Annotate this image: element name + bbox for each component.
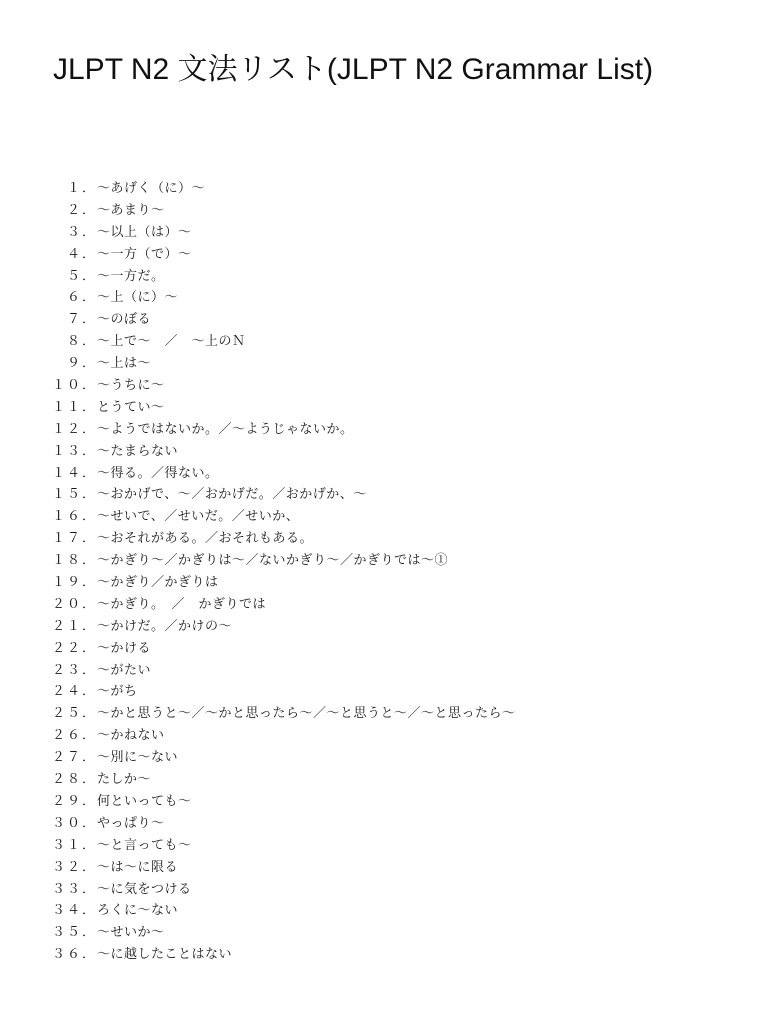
grammar-list-item — [52, 703, 516, 725]
grammar-pattern-text: ～上は～ — [97, 356, 152, 372]
grammar-pattern-text: ～かけだ。／かけの～ — [97, 618, 233, 634]
grammar-pattern-text: ～せいで、／せいだ。／せいか、 — [97, 509, 300, 525]
item-number: ３５． — [52, 925, 98, 941]
grammar-pattern-text: ～は～に限る — [97, 859, 179, 875]
grammar-pattern-text: ～かと思うと～／～かと思ったら～／～と思うと～／～と思ったら～ — [97, 706, 516, 722]
grammar-pattern-text: ～上（に）～ — [97, 290, 179, 306]
grammar-pattern-text: ～かける — [97, 640, 152, 656]
grammar-list-item — [52, 550, 516, 572]
item-number: ３１． — [52, 837, 98, 853]
grammar-list-item — [52, 725, 516, 747]
grammar-pattern-text: ～に気をつける — [97, 881, 192, 897]
item-number: ２９． — [52, 793, 98, 809]
grammar-list-item — [52, 331, 516, 353]
item-number: ３０． — [52, 815, 98, 831]
grammar-pattern-text: ～せいか～ — [97, 925, 165, 941]
grammar-list-item — [52, 506, 516, 528]
item-number: ６． — [66, 290, 97, 306]
grammar-list-item — [52, 484, 516, 506]
grammar-pattern-text: ～一方（で）～ — [97, 246, 192, 262]
grammar-list-item — [52, 419, 516, 441]
grammar-pattern-text: 何といっても～ — [97, 793, 192, 809]
grammar-list-item — [52, 266, 516, 288]
grammar-list-item — [52, 441, 516, 463]
item-number: １６． — [52, 509, 98, 525]
item-number: １０． — [52, 378, 98, 394]
grammar-list — [52, 178, 516, 966]
grammar-list-item — [52, 594, 516, 616]
item-number: １２． — [52, 421, 98, 437]
item-number: ８． — [66, 334, 97, 350]
grammar-list-item — [52, 747, 516, 769]
grammar-list-item — [52, 879, 516, 901]
item-number: ４． — [66, 246, 97, 262]
item-number: ２５． — [52, 706, 98, 722]
grammar-pattern-text: ～ようではないか。／～ようじゃないか。 — [97, 421, 354, 437]
item-number: ２２． — [52, 640, 98, 656]
grammar-pattern-text: ～おそれがある。／おそれもある。 — [97, 531, 314, 547]
grammar-pattern-text: ～かぎり。 ／ かぎりでは — [97, 596, 267, 612]
item-number: ２． — [66, 202, 97, 218]
grammar-list-item — [52, 200, 516, 222]
grammar-pattern-text: ～かねない — [97, 728, 165, 744]
item-number: ２１． — [52, 618, 98, 634]
item-number: ２３． — [52, 662, 98, 678]
grammar-list-item — [52, 353, 516, 375]
grammar-pattern-text: ～と言っても～ — [97, 837, 192, 853]
item-number: ２７． — [52, 750, 98, 766]
item-number: １． — [66, 181, 97, 196]
item-number: ３４． — [52, 903, 98, 919]
grammar-list-item — [52, 791, 516, 813]
item-number: ３６． — [52, 947, 98, 963]
item-number: ３３． — [52, 881, 98, 897]
grammar-list-item — [52, 222, 516, 244]
grammar-list-item — [52, 813, 516, 835]
item-number: ３２． — [52, 859, 98, 875]
grammar-pattern-text: ～あまり～ — [97, 202, 165, 218]
grammar-list-item — [52, 287, 516, 309]
grammar-pattern-text: ～得る。／得ない。 — [97, 465, 219, 481]
item-number: １８． — [52, 553, 98, 569]
item-number: ３． — [66, 224, 97, 240]
item-number: ７． — [66, 312, 97, 328]
item-number: １４． — [52, 465, 98, 481]
grammar-pattern-text: やっぱり～ — [97, 815, 165, 831]
grammar-list-item — [52, 944, 516, 966]
grammar-pattern-text: ～に越したことはない — [97, 947, 233, 963]
grammar-list-item — [52, 463, 516, 485]
grammar-pattern-text: ～別に～ない — [97, 750, 179, 766]
page-title: JLPT N2 文法リスト(JLPT N2 Grammar List) — [53, 53, 654, 86]
grammar-list-item — [52, 769, 516, 791]
item-number: １１． — [52, 399, 98, 415]
grammar-list-item — [52, 178, 516, 200]
item-number: １５． — [52, 487, 98, 503]
grammar-pattern-text: たしか～ — [97, 772, 152, 788]
grammar-pattern-text: ～かぎり／かぎりは — [97, 575, 219, 591]
grammar-pattern-text: ～たまらない — [97, 443, 179, 459]
grammar-list-item — [52, 616, 516, 638]
grammar-list-item — [52, 572, 516, 594]
item-number: １３． — [52, 443, 98, 459]
grammar-pattern-text: ～うちに～ — [97, 378, 165, 394]
grammar-list-item — [52, 528, 516, 550]
grammar-list-item — [52, 244, 516, 266]
grammar-list-item — [52, 857, 516, 879]
grammar-pattern-text: ～のぼる — [97, 312, 152, 328]
grammar-list-item — [52, 375, 516, 397]
grammar-list-item — [52, 835, 516, 857]
grammar-list-item — [52, 681, 516, 703]
grammar-list-item — [52, 309, 516, 331]
item-number: ２０． — [52, 596, 98, 612]
grammar-pattern-text: とうてい～ — [97, 399, 165, 415]
item-number: １９． — [52, 575, 98, 591]
item-number: ２４． — [52, 684, 98, 700]
grammar-pattern-text: ～かぎり～／かぎりは～／ないかぎり～／かぎりでは～① — [97, 553, 449, 569]
grammar-list-item — [52, 397, 516, 419]
grammar-pattern-text: ～上で～ ／ ～上のＮ — [97, 334, 246, 350]
grammar-list-item — [52, 660, 516, 682]
grammar-pattern-text: ～がたい — [97, 662, 152, 678]
item-number: ９． — [66, 356, 97, 372]
grammar-list-item — [52, 900, 516, 922]
item-number: ２８． — [52, 772, 98, 788]
grammar-pattern-text: ～以上（は）～ — [97, 224, 192, 240]
item-number: ２６． — [52, 728, 98, 744]
grammar-list-item — [52, 922, 516, 944]
grammar-pattern-text: ～おかげで、～／おかげだ。／おかげか、～ — [97, 487, 367, 503]
item-number: １７． — [52, 531, 98, 547]
grammar-list-item — [52, 638, 516, 660]
grammar-pattern-text: ～一方だ。 — [97, 268, 165, 284]
grammar-pattern-text: ろくに～ない — [97, 903, 179, 919]
grammar-pattern-text: ～がち — [97, 684, 138, 700]
grammar-pattern-text: ～あげく（に）～ — [97, 181, 206, 196]
item-number: ５． — [66, 268, 97, 284]
